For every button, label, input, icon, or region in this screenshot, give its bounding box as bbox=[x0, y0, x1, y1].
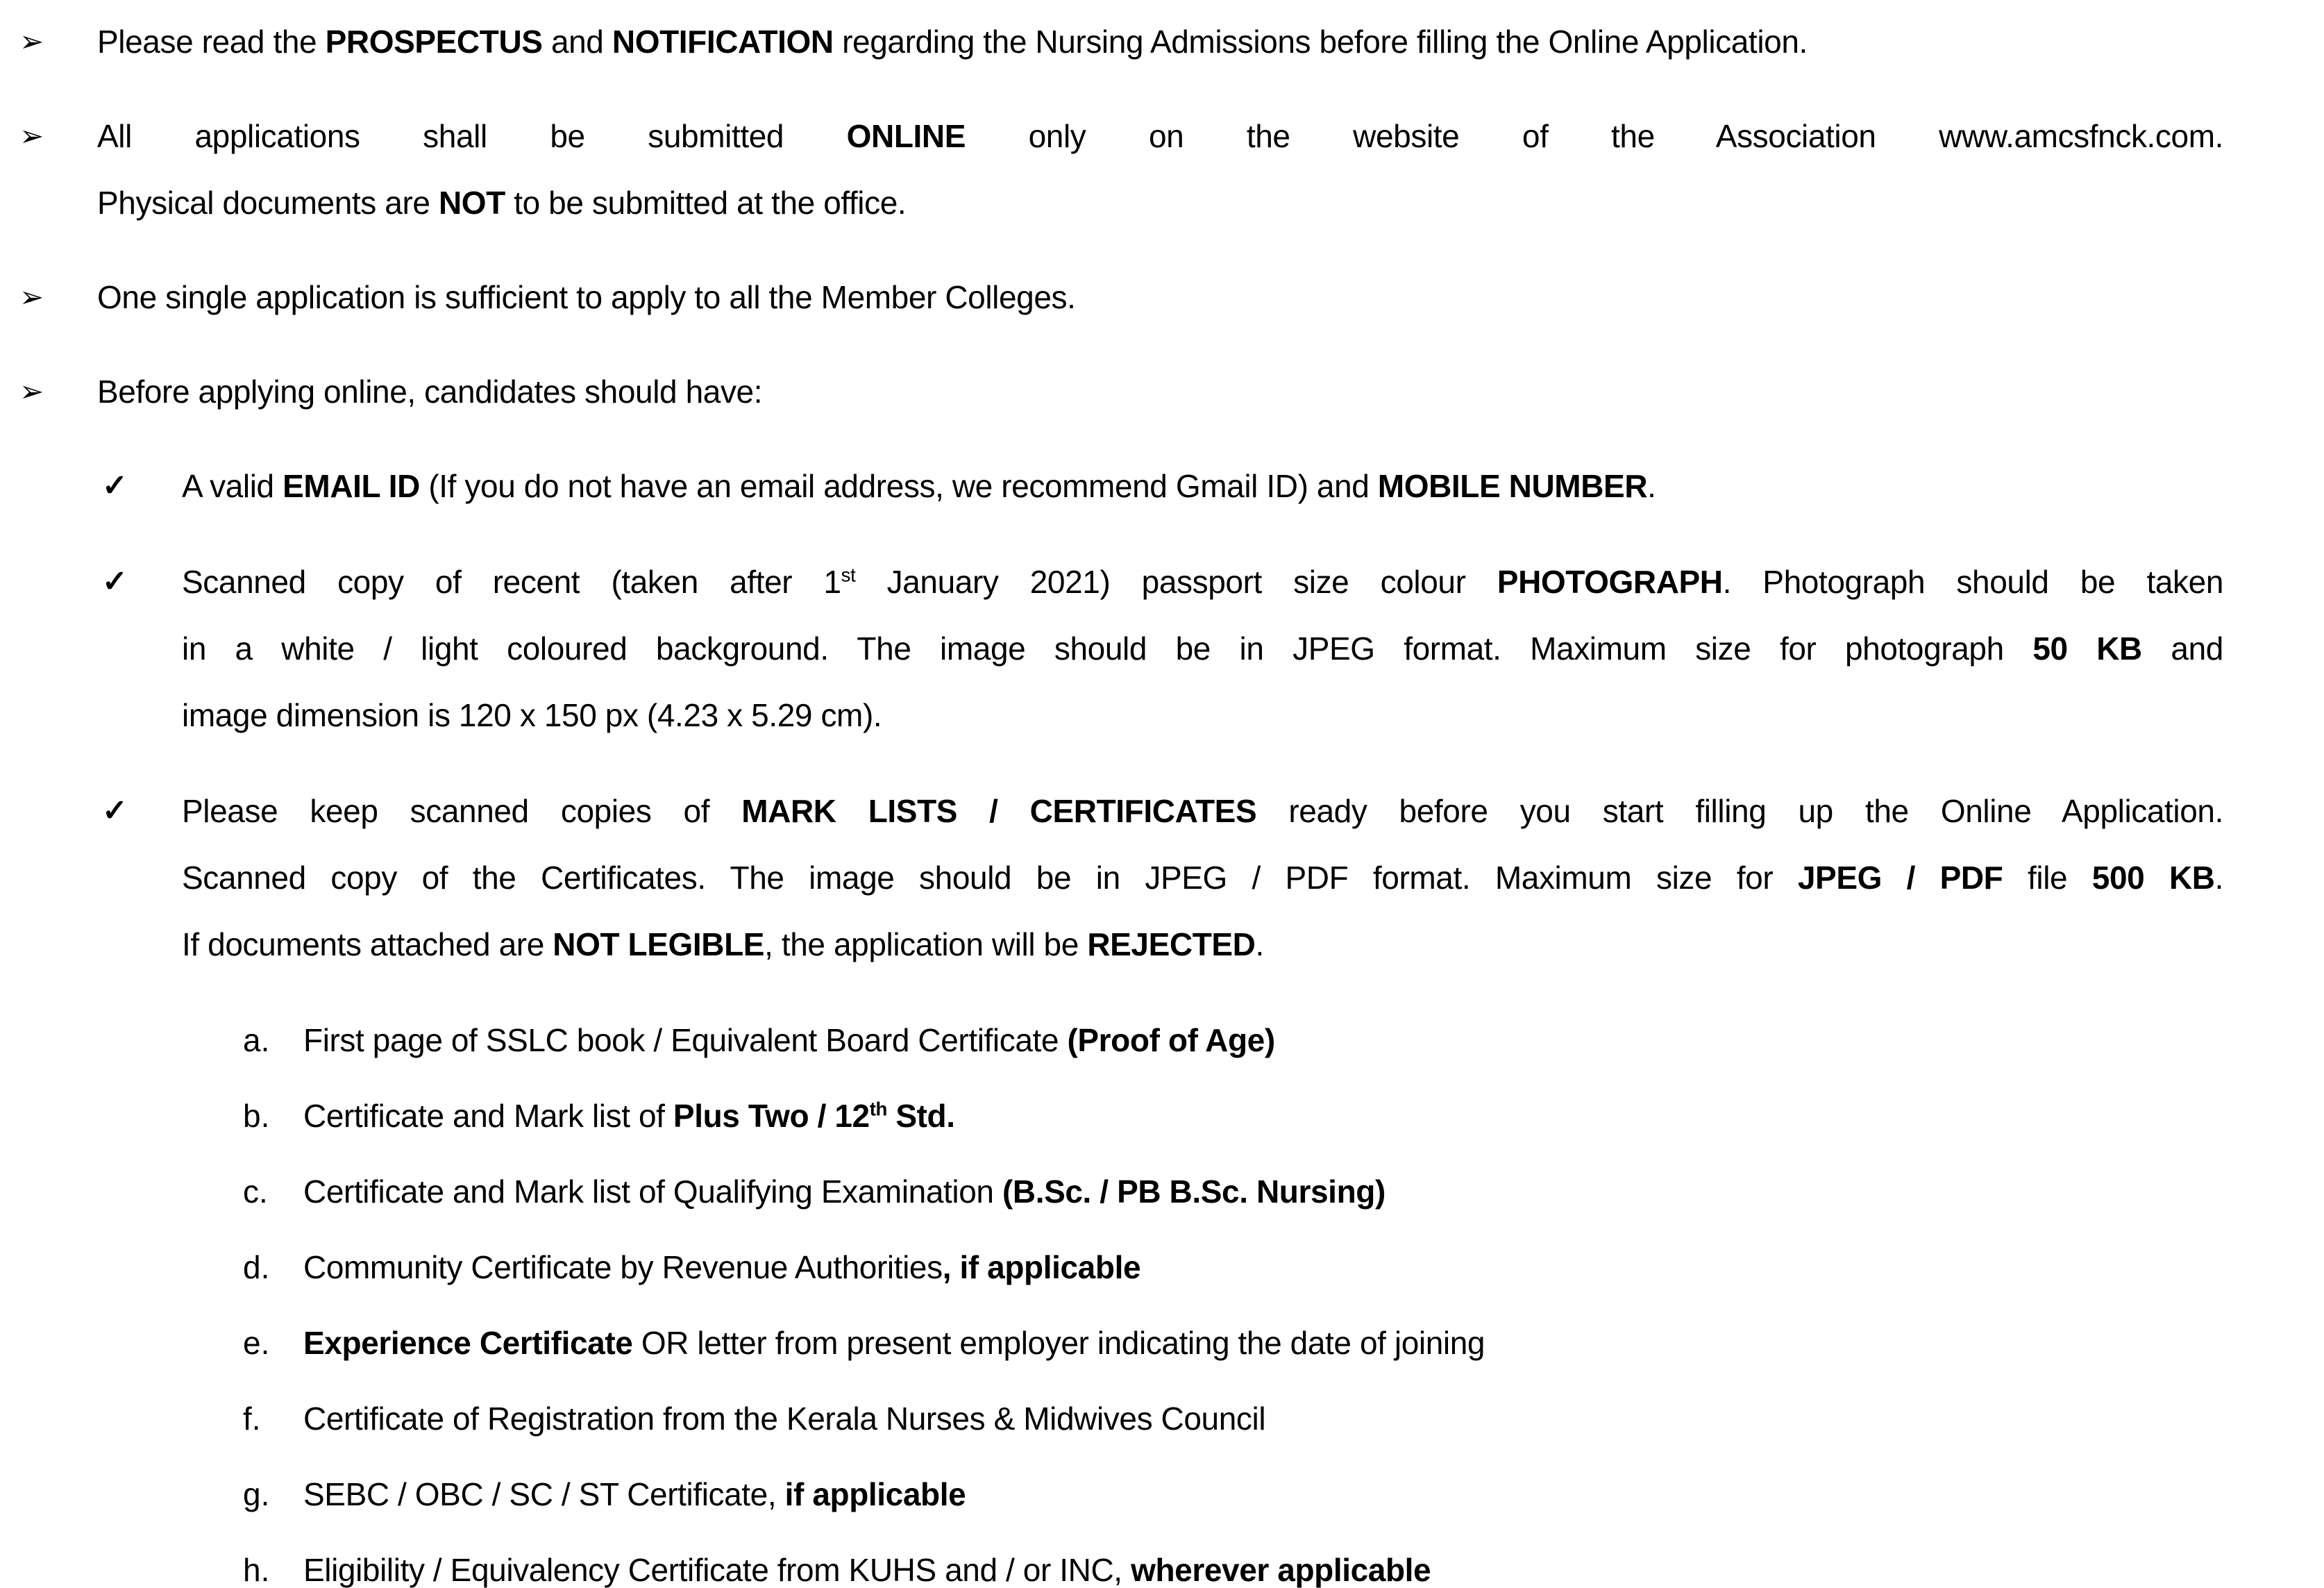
list-item-a bbox=[0, 1007, 2324, 1073]
letter-marker: b. bbox=[243, 1098, 270, 1134]
letter-marker: d. bbox=[243, 1249, 270, 1285]
body-text: OR letter from present employer indicating the date of joining bbox=[632, 1325, 1485, 1361]
check-photograph-line-3 bbox=[182, 682, 2223, 749]
document-content bbox=[0, 8, 2324, 1588]
emphasis-text: 500 KB bbox=[2091, 860, 2215, 896]
emphasis-text: Experience Certificate bbox=[303, 1325, 633, 1361]
bullet-online-submission-line-1 bbox=[97, 103, 2223, 169]
emphasis-text: REJECTED bbox=[1087, 926, 1256, 962]
emphasis-text: wherever applicable bbox=[1131, 1552, 1431, 1588]
body-text: Physical documents are bbox=[97, 185, 439, 221]
body-text: image dimension is 120 x 150 px (4.23 x 5.29 cm). bbox=[182, 697, 882, 733]
list-item-g-line-1 bbox=[303, 1461, 2282, 1528]
emphasis-text: PHOTOGRAPH bbox=[1497, 564, 1723, 600]
body-text: If documents attached are bbox=[182, 926, 553, 962]
list-item-f-line-1 bbox=[303, 1385, 2282, 1452]
emphasis-text: NOTIFICATION bbox=[612, 24, 834, 60]
letter-marker: a. bbox=[243, 1022, 270, 1058]
emphasis-text: ONLINE bbox=[846, 118, 966, 154]
arrow-bullet-icon: ➢ bbox=[19, 119, 44, 152]
body-text: Certificate of Registration from the Kerala Nurses & Midwives Council bbox=[303, 1401, 1266, 1437]
list-item-h bbox=[0, 1537, 2324, 1588]
list-item-a-line-1 bbox=[303, 1007, 2282, 1073]
body-text: file bbox=[2003, 860, 2092, 896]
list-item-b bbox=[0, 1083, 2324, 1149]
emphasis-text: MOBILE NUMBER bbox=[1377, 468, 1648, 504]
check-mark-lists bbox=[0, 778, 2324, 978]
emphasis-text: (B.Sc. / PB B.Sc. Nursing) bbox=[1002, 1173, 1386, 1210]
emphasis-text: , if applicable bbox=[942, 1249, 1141, 1285]
body-text: Scanned copy of the Certificates. The image should be in JPEG / PDF format. Maximum size for bbox=[182, 860, 1798, 896]
letter-marker: h. bbox=[243, 1552, 270, 1588]
check-mark-lists-line-1 bbox=[182, 778, 2223, 844]
check-photograph-line-2 bbox=[182, 615, 2223, 682]
bullet-before-applying-line-1 bbox=[97, 358, 2223, 425]
body-text: A valid bbox=[182, 468, 283, 504]
body-text: only on the website of the Association www.amcsfnck.com. bbox=[966, 118, 2224, 154]
body-text: Please keep scanned copies of bbox=[182, 793, 742, 829]
body-text: Eligibility / Equivalency Certificate from KUHS and / or INC, bbox=[303, 1552, 1131, 1588]
body-text: and bbox=[2141, 630, 2223, 667]
bullet-single-application bbox=[0, 264, 2324, 331]
list-item-b-line-1 bbox=[303, 1083, 2282, 1149]
emphasis-text: if applicable bbox=[784, 1476, 966, 1512]
arrow-bullet-icon: ➢ bbox=[19, 25, 44, 58]
emphasis-text: NOT LEGIBLE bbox=[553, 926, 765, 962]
emphasis-text: Std. bbox=[886, 1098, 955, 1134]
emphasis-text: (Proof of Age) bbox=[1067, 1022, 1275, 1058]
check-mark-lists-line-3 bbox=[182, 911, 2223, 978]
body-text: Certificate and Mark list of Qualifying Examination bbox=[303, 1173, 1002, 1210]
emphasis-text: th bbox=[869, 1098, 887, 1120]
emphasis-text: NOT bbox=[438, 185, 505, 221]
emphasis-text: JPEG / PDF bbox=[1797, 860, 2003, 896]
list-item-g bbox=[0, 1461, 2324, 1528]
letter-marker: e. bbox=[243, 1325, 270, 1361]
emphasis-text: Plus Two / 12 bbox=[673, 1098, 870, 1134]
check-bullet-icon: ✓ bbox=[102, 794, 128, 828]
check-email-id-line-1 bbox=[182, 453, 2223, 519]
body-text: in a white / light coloured background. The image should be in JPEG format. Maximum size for photograph bbox=[182, 630, 2033, 667]
emphasis-text: PROSPECTUS bbox=[325, 24, 543, 60]
body-text: ready before you start filling up the Online Application. bbox=[1256, 793, 2223, 829]
body-text: . bbox=[1255, 926, 1264, 962]
letter-marker: c. bbox=[243, 1173, 268, 1210]
body-text: . Photograph should be taken bbox=[1722, 564, 2224, 600]
list-item-c-line-1 bbox=[303, 1158, 2282, 1225]
letter-marker: g. bbox=[243, 1476, 270, 1512]
list-item-h-line-1 bbox=[303, 1537, 2282, 1588]
body-text: One single application is sufficient to apply to all the Member Colleges. bbox=[97, 279, 1076, 315]
body-text: SEBC / OBC / SC / ST Certificate, bbox=[303, 1476, 785, 1512]
body-text: . bbox=[2214, 860, 2223, 896]
bullet-before-applying bbox=[0, 358, 2324, 425]
body-text: All applications shall be submitted bbox=[97, 118, 847, 154]
list-item-d-line-1 bbox=[303, 1234, 2282, 1301]
bullet-single-application-line-1 bbox=[97, 264, 2223, 331]
emphasis-text: MARK LISTS / CERTIFICATES bbox=[741, 793, 1257, 829]
body-text: Before applying online, candidates should have: bbox=[97, 374, 763, 410]
body-text: Please read the bbox=[97, 24, 326, 60]
body-text: , the application will be bbox=[764, 926, 1088, 962]
list-item-d bbox=[0, 1234, 2324, 1301]
list-item-c bbox=[0, 1158, 2324, 1225]
emphasis-text: EMAIL ID bbox=[283, 468, 420, 504]
body-text: to be submitted at the office. bbox=[505, 185, 907, 221]
list-item-e bbox=[0, 1310, 2324, 1376]
bullet-read-prospectus-line-1 bbox=[97, 8, 2223, 75]
arrow-bullet-icon: ➢ bbox=[19, 281, 44, 313]
letter-marker: f. bbox=[243, 1401, 261, 1437]
check-photograph-line-1 bbox=[182, 549, 2223, 615]
body-text: and bbox=[542, 24, 612, 60]
check-bullet-icon: ✓ bbox=[102, 565, 128, 599]
emphasis-text: 50 KB bbox=[2032, 630, 2142, 667]
body-text: Certificate and Mark list of bbox=[303, 1098, 673, 1134]
check-photograph bbox=[0, 549, 2324, 749]
bullet-read-prospectus bbox=[0, 8, 2324, 75]
body-text: st bbox=[841, 564, 856, 586]
bullet-online-submission bbox=[0, 103, 2324, 236]
check-bullet-icon: ✓ bbox=[102, 469, 128, 503]
body-text: Scanned copy of recent (taken after 1 bbox=[182, 564, 841, 600]
list-item-f bbox=[0, 1385, 2324, 1452]
body-text: Community Certificate by Revenue Authorities bbox=[303, 1249, 943, 1285]
body-text: (If you do not have an email address, we recommend Gmail ID) and bbox=[419, 468, 1378, 504]
list-item-e-line-1 bbox=[303, 1310, 2282, 1376]
check-email-id bbox=[0, 453, 2324, 519]
check-mark-lists-line-2 bbox=[182, 844, 2223, 911]
body-text: First page of SSLC book / Equivalent Board Certificate bbox=[303, 1022, 1068, 1058]
body-text: . bbox=[1647, 468, 1656, 504]
bullet-online-submission-line-2 bbox=[97, 169, 2223, 236]
arrow-bullet-icon: ➢ bbox=[19, 375, 44, 408]
body-text: January 2021) passport size colour bbox=[855, 564, 1497, 600]
body-text: regarding the Nursing Admissions before filling the Online Application. bbox=[833, 24, 1808, 60]
